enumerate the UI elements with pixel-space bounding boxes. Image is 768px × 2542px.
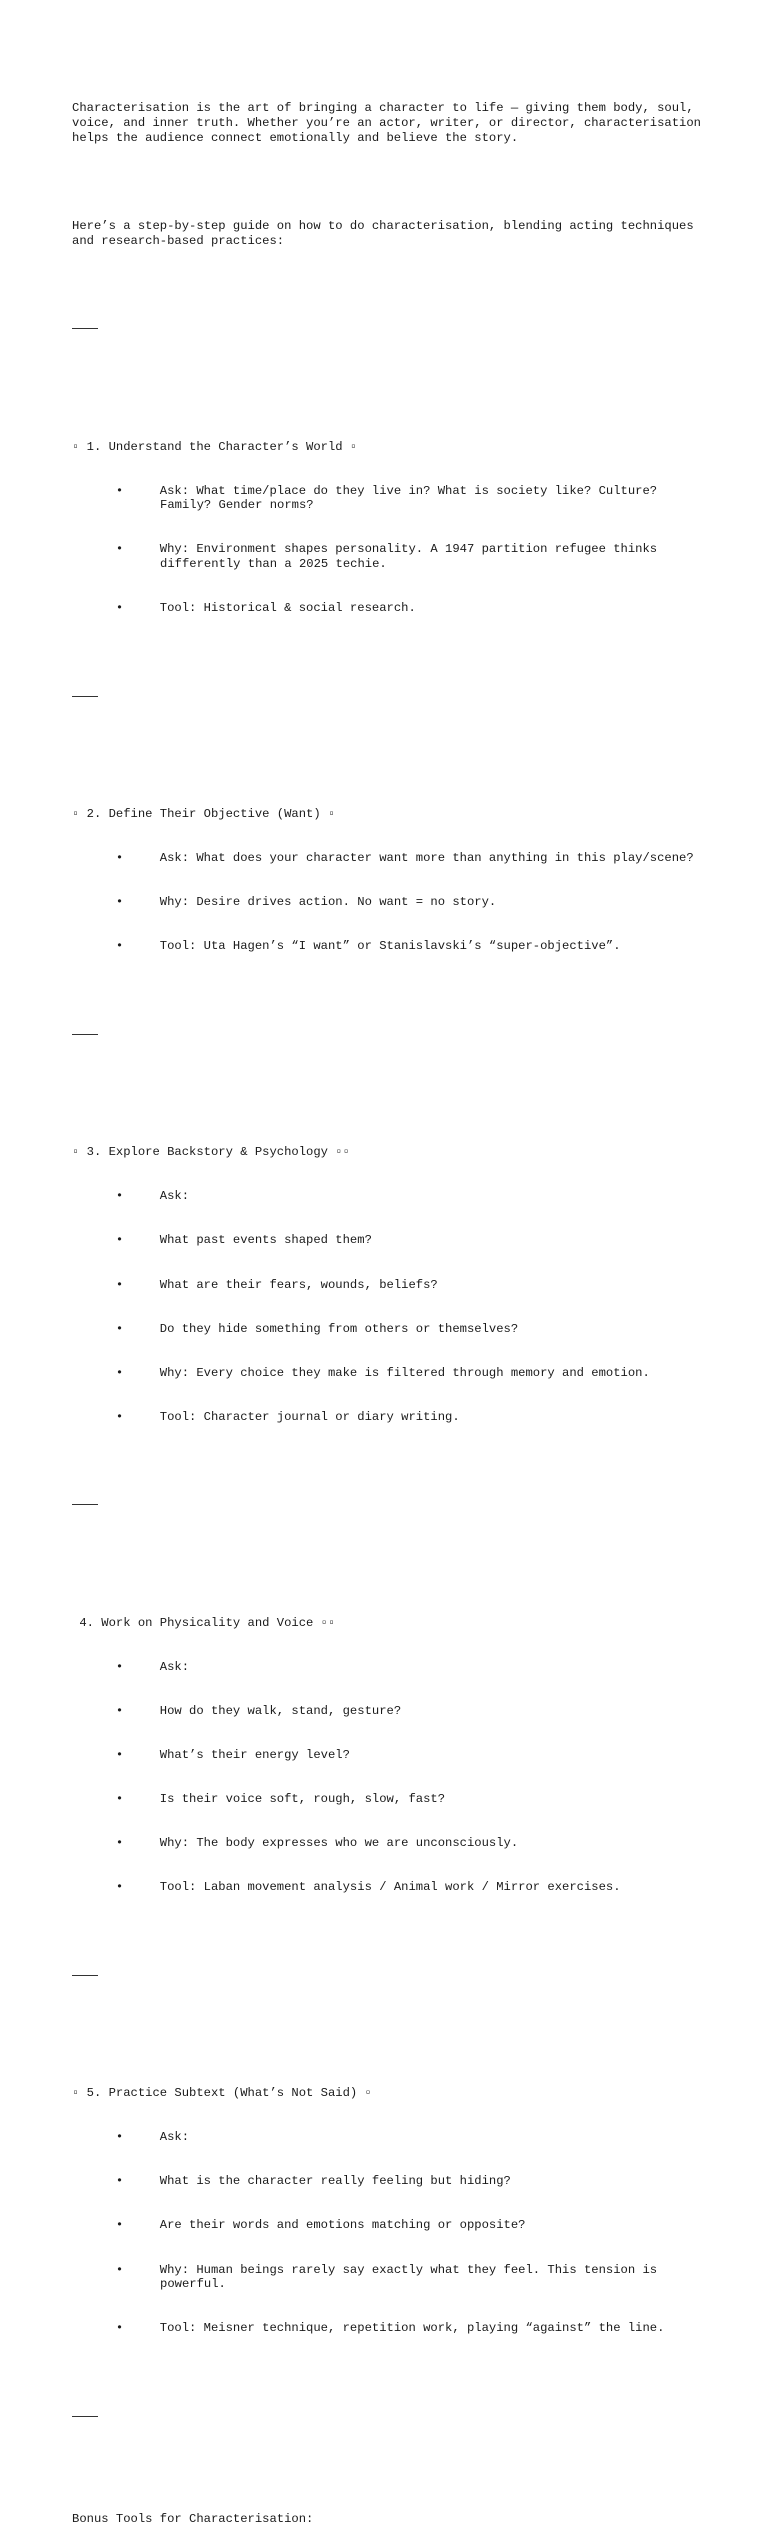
section-divider xyxy=(72,689,712,704)
section-4-heading: 4. Work on Physicality and Voice ▫▫ xyxy=(72,1615,336,1630)
bullet-icon: • xyxy=(72,1277,160,1292)
bullet-icon: • xyxy=(72,1703,160,1718)
bullet-icon: • xyxy=(72,1792,160,1807)
list-item xyxy=(72,2263,712,2292)
list-item xyxy=(72,1322,712,1337)
bullet-icon: • xyxy=(72,2130,160,2145)
list-item-text: Ask: xyxy=(159,2130,190,2145)
bullet-icon: • xyxy=(72,851,160,866)
intro-paragraph-1: Characterisation is the art of bringing a character to life — giving them body, soul, voice, and inner truth. Whether you’re an actor, writer, or director, characterisation helps the audience connect emotionally and believe the story. xyxy=(72,101,709,145)
spacer xyxy=(72,645,712,660)
bullet-icon: • xyxy=(72,1409,160,1424)
spacer xyxy=(72,2365,712,2380)
list-item-text: Ask: What time/place do they live in? What is society like? Culture? Family? Gender norms? xyxy=(159,483,665,513)
list-item-text: Why: The body expresses who we are unconsciously. xyxy=(159,1836,519,1851)
bonus-heading: Bonus Tools for Characterisation: xyxy=(72,2512,314,2527)
list-item xyxy=(72,601,712,616)
list-item-text: Ask: What does your character want more than anything in this play/scene? xyxy=(159,851,694,866)
section-3-heading: ▫ 3. Explore Backstory & Psychology ▫▫ xyxy=(72,1145,350,1160)
list-item-text: Ask: xyxy=(159,1659,190,1674)
section-divider xyxy=(72,1968,712,1983)
bullet-icon: • xyxy=(72,2321,160,2336)
intro-paragraph-2: Here’s a step-by-step guide on how to do characterisation, blending acting techniques and research-based practices: xyxy=(72,219,701,248)
list-item xyxy=(72,1836,712,1851)
list-item xyxy=(72,542,712,571)
bullet-icon: • xyxy=(72,2218,160,2233)
bullet-icon: • xyxy=(72,939,160,954)
bullet-icon: • xyxy=(72,601,160,616)
spacer xyxy=(72,1072,712,1087)
list-item xyxy=(72,1278,712,1293)
list-item xyxy=(72,1410,712,1425)
spacer xyxy=(72,2454,712,2469)
list-item-text: Why: Environment shapes personality. A 1947 partition refugee thinks differently than a 2025 techie. xyxy=(159,542,665,572)
bullet-icon: • xyxy=(72,483,160,498)
list-item xyxy=(72,2321,712,2336)
spacer xyxy=(72,278,712,293)
list-item-text: Tool: Character journal or diary writing. xyxy=(159,1409,460,1424)
list-item xyxy=(72,939,712,954)
list-item xyxy=(72,1880,712,1895)
section-1-heading: ▫ 1. Understand the Character’s World ▫ xyxy=(72,439,358,454)
list-item-text: What are their fears, wounds, beliefs? xyxy=(159,1277,438,1292)
list-item xyxy=(72,484,712,513)
bullet-icon: • xyxy=(72,1659,160,1674)
list-item-text: How do they walk, stand, gesture? xyxy=(159,1703,402,1718)
list-item xyxy=(72,895,712,910)
bullet-icon: • xyxy=(72,1836,160,1851)
bullet-icon: • xyxy=(72,2174,160,2189)
spacer xyxy=(72,983,712,998)
bullet-icon: • xyxy=(72,1880,160,1895)
list-item-text: What past events shaped them? xyxy=(159,1233,372,1248)
bullet-icon: • xyxy=(72,1747,160,1762)
list-item-text: Why: Every choice they make is filtered through memory and emotion. xyxy=(159,1365,650,1380)
bullet-icon: • xyxy=(72,1233,160,1248)
list-item xyxy=(72,1366,712,1381)
list-item xyxy=(72,1748,712,1763)
list-item-text: Why: Human beings rarely say exactly what they feel. This tension is powerful. xyxy=(159,2262,665,2292)
spacer xyxy=(72,1542,712,1557)
list-item xyxy=(72,851,712,866)
bullet-icon: • xyxy=(72,1321,160,1336)
list-item-text: Do they hide something from others or themselves? xyxy=(159,1321,519,1336)
list-item xyxy=(72,1704,712,1719)
list-item xyxy=(72,1233,712,1248)
list-item-text: Why: Desire drives action. No want = no story. xyxy=(159,895,497,910)
list-item xyxy=(72,2174,712,2189)
bullet-icon: • xyxy=(72,1365,160,1380)
list-item xyxy=(72,2130,712,2145)
list-item-text: Are their words and emotions matching or opposite? xyxy=(159,2218,526,2233)
section-divider xyxy=(72,2410,712,2425)
list-item-text: Tool: Historical & social research. xyxy=(159,601,416,616)
section-2-heading: ▫ 2. Define Their Objective (Want) ▫ xyxy=(72,807,336,822)
section-5-heading: ▫ 5. Practice Subtext (What’s Not Said) ▫ xyxy=(72,2086,372,2101)
spacer xyxy=(72,1454,712,1469)
list-item xyxy=(72,1189,712,1204)
spacer xyxy=(72,175,712,190)
list-item-text: Tool: Laban movement analysis / Animal work / Mirror exercises. xyxy=(159,1880,621,1895)
spacer xyxy=(72,734,712,749)
spacer xyxy=(72,1924,712,1939)
list-item-text: Is their voice soft, rough, slow, fast? xyxy=(159,1792,446,1807)
list-item-text: Tool: Uta Hagen’s “I want” or Stanislavski’s “super-objective”. xyxy=(159,939,621,954)
spacer xyxy=(72,366,712,381)
section-divider xyxy=(72,1498,712,1513)
list-item-text: What’s their energy level? xyxy=(159,1747,350,1762)
list-item xyxy=(72,2218,712,2233)
list-item xyxy=(72,1660,712,1675)
document-body xyxy=(72,72,712,2542)
section-divider xyxy=(72,1028,712,1043)
section-divider xyxy=(72,322,712,337)
list-item-text: Tool: Meisner technique, repetition work, playing “against” the line. xyxy=(159,2321,665,2336)
list-item xyxy=(72,1792,712,1807)
spacer xyxy=(72,2013,712,2028)
bullet-icon: • xyxy=(72,1189,160,1204)
list-item-text: What is the character really feeling but hiding? xyxy=(159,2174,511,2189)
bullet-icon: • xyxy=(72,2262,160,2277)
bullet-icon: • xyxy=(72,542,160,557)
list-item-text: Ask: xyxy=(159,1189,190,1204)
bullet-icon: • xyxy=(72,895,160,910)
